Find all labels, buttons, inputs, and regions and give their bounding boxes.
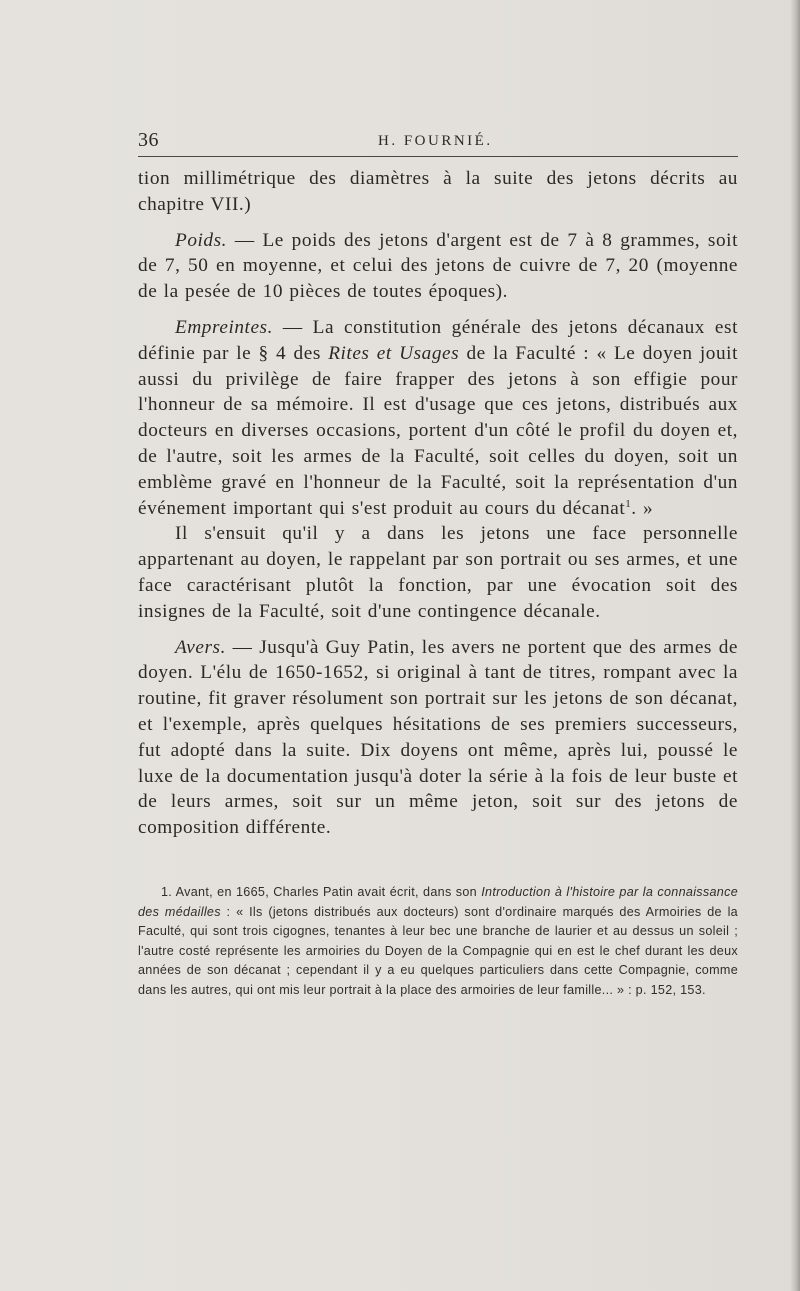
page-header <box>138 129 738 157</box>
footnote-paragraph <box>138 883 738 1001</box>
page-edge-shadow <box>790 0 800 1291</box>
footnote-book-title: Introduction à l'histoire par la connaissance des médailles <box>138 885 738 919</box>
footnote-text-a: 1. Avant, en 1665, Charles Patin avait écrit, dans son <box>161 885 482 899</box>
paragraph-empreintes-text-a: — La constitution générale des jetons décanaux est définie par le § 4 des <box>138 316 738 364</box>
footnote <box>138 883 738 1001</box>
footnote-text-b: : « Ils (jetons distribués aux docteurs) sont d'ordinaire marqués des Armoiries de la Faculté, qui sont trois cigognes, tenantes à leur bec une branche de laurier et au dessus un soleil ; l'autre costé représente les armoiries du Doyen de la Compagnie qui en est le chef durant les deux années de son décanat ; cependant il y a eu quelques particuliers dans cette Compagnie, comme dans les autres, qui ont mis leur portrait à la place des armoiries de leur famille... » : p. 152, 153. <box>138 904 738 997</box>
running-head: H. FOURNIÉ. <box>378 133 493 149</box>
book-title-rites: Rites et Usages <box>328 342 460 364</box>
paragraph-continuation: tion millimétrique des diamètres à la suite des jetons décrits au chapitre VII.) <box>138 168 738 215</box>
paragraph-empreintes-text-c: . » <box>631 497 654 519</box>
paragraph-empreintes-text-b: de la Faculté : « Le doyen jouit aussi du privilège de faire frapper des jetons à son effigie pour l'honneur de sa mémoire. Il est d'usage que ces jetons, distribués aux docteurs en diverses occasions, portent d'un côté le profil du doyen et, de l'autre, soit les armes de la Faculté, soit celles du doyen, soit un emblème gravé en l'honneur de la Faculté, soit la représentation d'un événement important qui s'est produit au cours du décanat <box>138 342 738 519</box>
paragraph-poids-text: — Le poids des jetons d'argent est de 7 à 8 grammes, soit de 7, 50 en moyenne, et celui des jetons de cuivre de 7, 20 (moyenne de la pesée de 10 pièces de toutes époques). <box>138 229 738 303</box>
section-heading-poids: Poids. <box>175 229 228 251</box>
section-heading-avers: Avers. <box>175 636 226 658</box>
paragraph-avers-text: — Jusqu'à Guy Patin, les avers ne portent que des armes de doyen. L'élu de 1650-1652, si original à tant de titres, rompant avec la routine, fit graver résolument son portrait sur les jetons de son décanat, et l'exemple, après quelques hésitations de ses premiers successeurs, fut adopté dans la suite. Dix doyens ont même, après lui, poussé le luxe de la documentation jusqu'à doter la série à la fois de leur buste et de leurs armes, soit sur un même jeton, soit sur des jetons de composition différente. <box>138 636 739 839</box>
paragraph-empreintes <box>138 315 738 521</box>
paragraph-avers <box>138 635 738 841</box>
footnote-marker: 1 <box>625 497 632 510</box>
paragraph-consequence: Il s'ensuit qu'il y a dans les jetons une face personnelle appartenant au doyen, le rappelant par son portrait ou ses armes, et une face caractérisant plutôt la fonction, par une évocation soit des insignes de la Faculté, soit d'une contingence décanale. <box>138 523 738 622</box>
main-text <box>138 166 738 841</box>
section-heading-empreintes: Empreintes. <box>175 316 273 338</box>
page-number: 36 <box>138 129 159 151</box>
header-rule <box>138 156 738 157</box>
paragraph-poids <box>138 228 738 305</box>
